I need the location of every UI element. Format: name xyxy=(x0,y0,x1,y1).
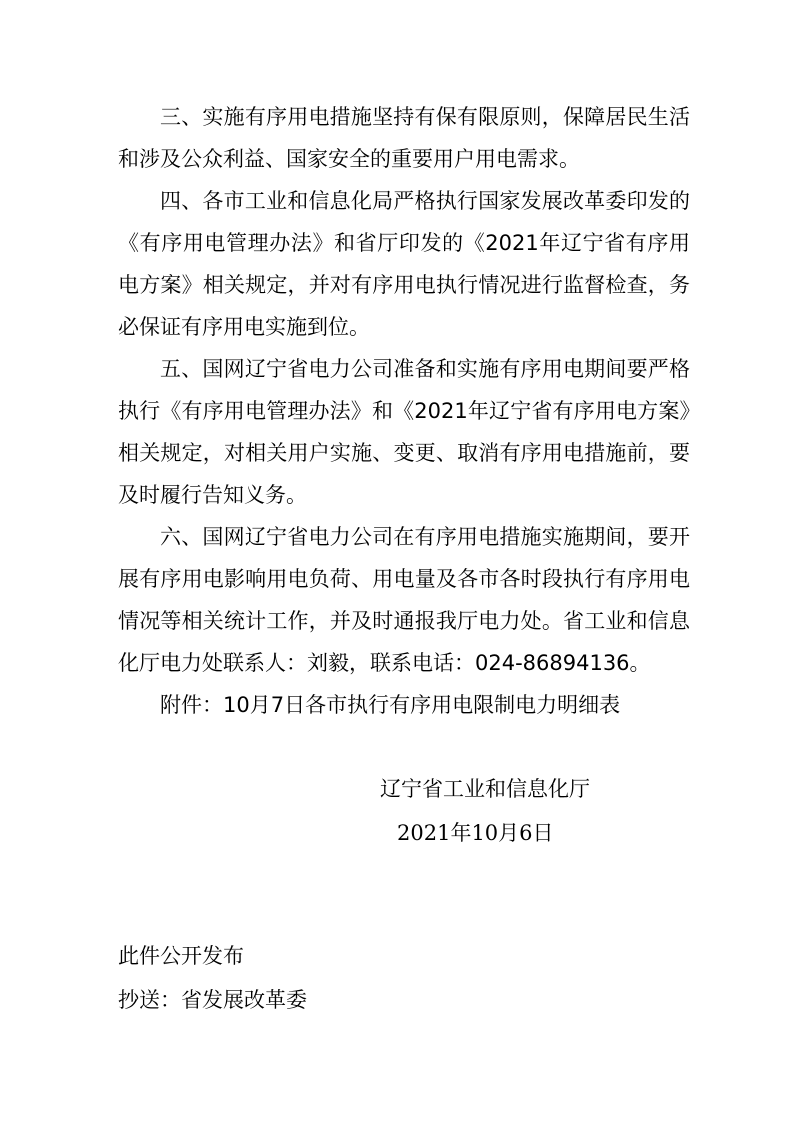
paragraph-measure-4: 四、各市工业和信息化局严格执行国家发展改革委印发的《有序用电管理办法》和省厅印发的《2021年辽宁省有序用电方案》相关规定，并对有序用电执行情况进行监督检查，务必保证有序用电实施到位。 xyxy=(118,189,690,339)
document-body xyxy=(118,96,690,726)
paragraph-measure-6: 六、国网辽宁省电力公司在有序用电措施实施期间，要开展有序用电影响用电负荷、用电量及各市各时段执行有序用电情况等相关统计工作，并及时通报我厅电力处。省工业和信息化厅电力处联系人：刘毅，联系电话：024-86894136。 xyxy=(118,525,690,675)
cc-line: 抄送：省发展改革委 xyxy=(118,988,307,1012)
paragraph-measure-5: 五、国网辽宁省电力公司准备和实施有序用电期间要严格执行《有序用电管理办法》和《2021年辽宁省有序用电方案》相关规定，对相关用户实施、变更、取消有序用电措施前，要及时履行告知义务。 xyxy=(118,357,690,507)
publish-note: 此件公开发布 xyxy=(118,944,244,968)
signature-organization: 辽宁省工业和信息化厅 xyxy=(380,777,590,801)
attachment-line: 附件：10月7日各市执行有序用电限制电力明细表 xyxy=(160,693,621,717)
signature-date: 2021年10月6日 xyxy=(397,821,554,845)
paragraph-measure-3: 三、实施有序用电措施坚持有保有限原则，保障居民生活和涉及公众利益、国家安全的重要用户用电需求。 xyxy=(118,105,690,171)
